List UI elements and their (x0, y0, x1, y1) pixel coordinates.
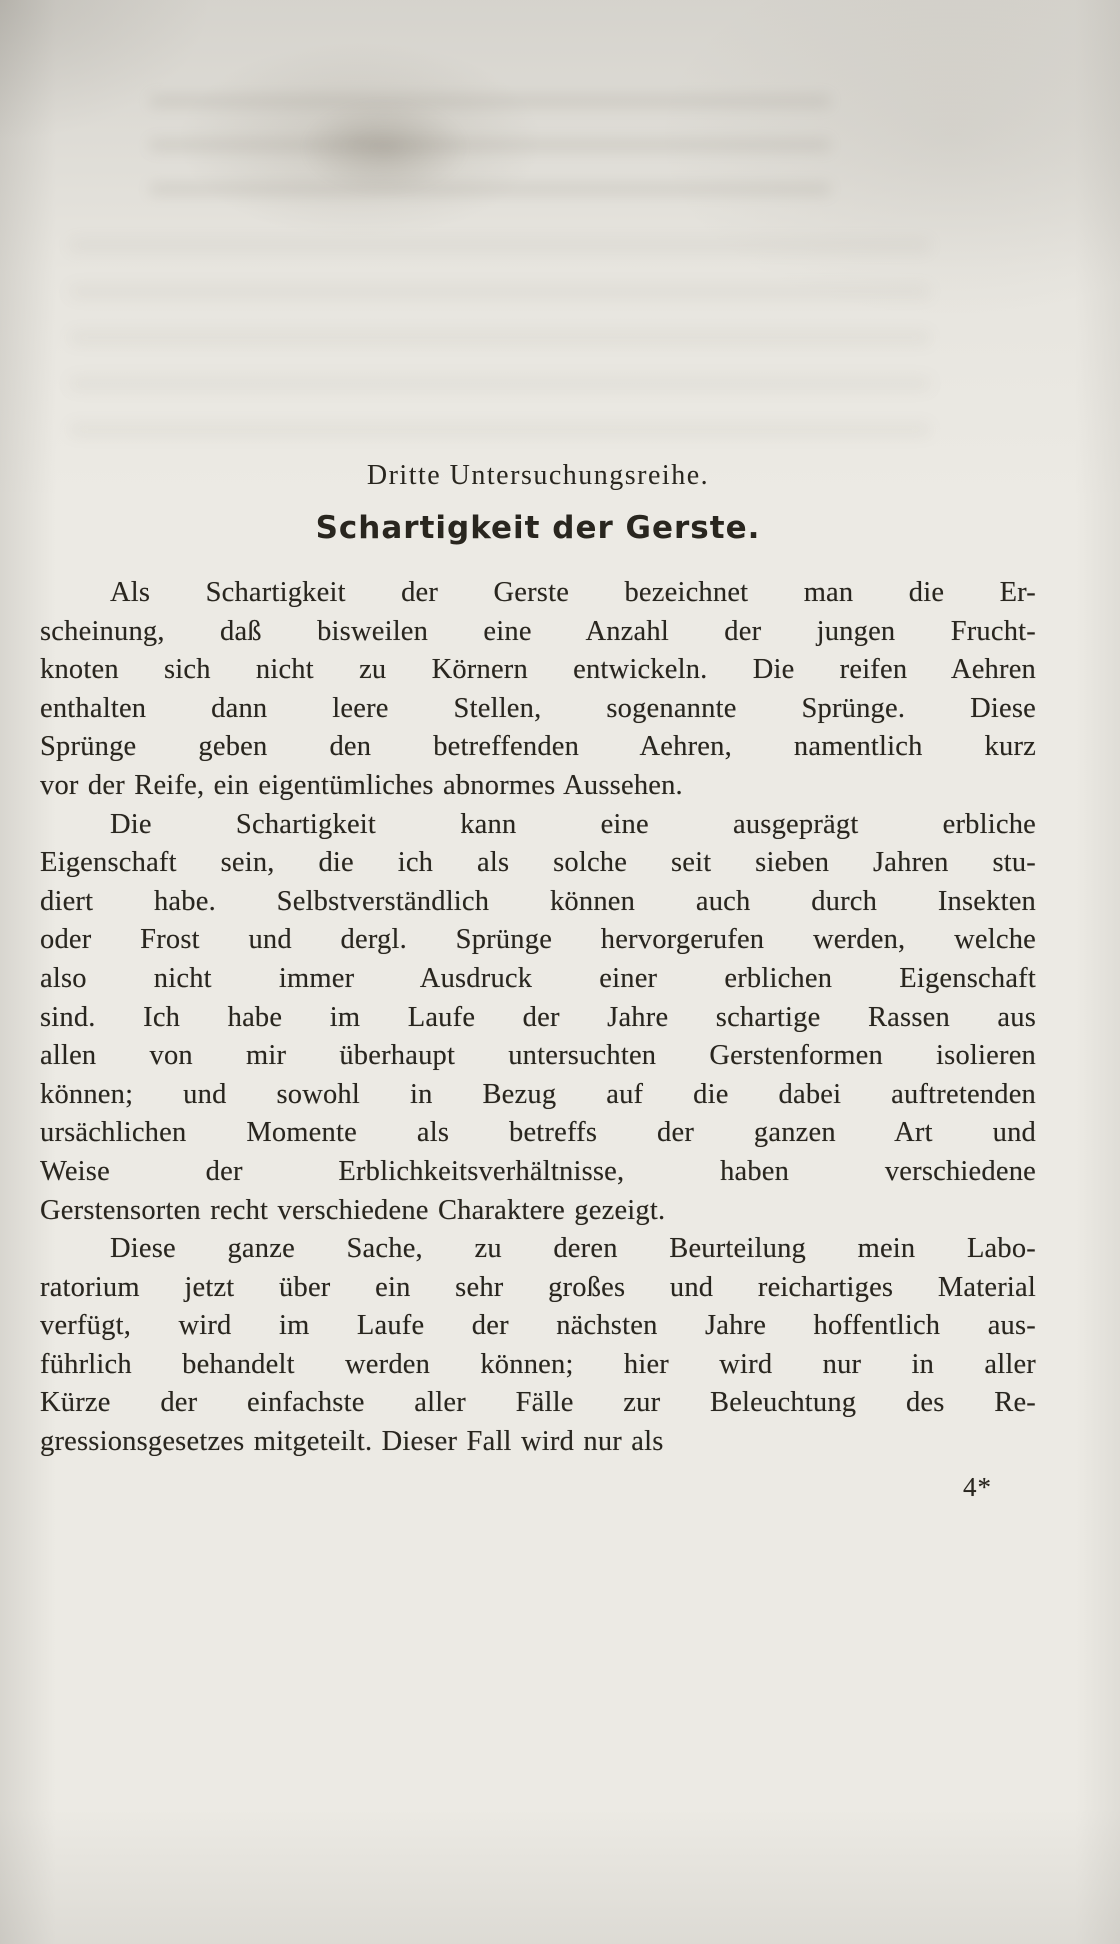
text-line: sind. Ich habe im Laufe der Jahre schartige Rassen aus (40, 1001, 1036, 1033)
text-line: allen von mir überhaupt untersuchten Gerstenformen isolieren (40, 1040, 1036, 1072)
text-line: verfügt, wird im Laufe der nächsten Jahre hoffentlich aus- (40, 1310, 1036, 1342)
text-line: Weise der Erblichkeitsverhältnisse, haben verschiedene (40, 1155, 1036, 1187)
text-line: scheinung, daß bisweilen eine Anzahl der jungen Frucht- (40, 615, 1036, 647)
scan-smudge (300, 100, 470, 195)
text-line: Kürze der einfachste aller Fälle zur Beleuchtung des Re- (40, 1387, 1036, 1419)
show-through-text-lower (70, 240, 930, 450)
paragraph (40, 574, 1036, 806)
text-line: also nicht immer Ausdruck einer erblichen Eigenschaft (40, 962, 1036, 994)
paragraph (40, 1230, 1036, 1462)
text-line: ursächlichen Momente als betreffs der ganzen Art und (40, 1117, 1036, 1149)
text-line: führlich behandelt werden können; hier wird nur in aller (40, 1348, 1036, 1380)
text-line: diert habe. Selbstverständlich können auch durch Insekten (40, 885, 1036, 917)
text-line: oder Frost und dergl. Sprünge hervorgerufen werden, welche (40, 924, 1036, 956)
show-through-text-upper (150, 95, 830, 225)
text-line: vor der Reife, ein eigentümliches abnormes Aussehen. (40, 769, 683, 801)
text-line: enthalten dann leere Stellen, sogenannte Sprünge. Diese (40, 692, 1036, 724)
paragraph (40, 806, 1036, 1231)
text-block (40, 458, 1036, 1462)
text-line: Gerstensorten recht verschiedene Charaktere gezeigt. (40, 1194, 666, 1226)
text-line: ratorium jetzt über ein sehr großes und reichartiges Material (40, 1271, 1036, 1303)
section-heading: Dritte Untersuchungsreihe. (366, 460, 710, 491)
text-line: knoten sich nicht zu Körnern entwickeln. Die reifen Aehren (40, 654, 1036, 686)
page-signature: 4* (963, 1472, 992, 1502)
text-line: können; und sowohl in Bezug auf die dabei auftretenden (40, 1078, 1036, 1110)
section-title: Schartigkeit der Gerste. (315, 510, 761, 546)
text-line: Eigenschaft sein, die ich als solche seit sieben Jahren stu- (40, 847, 1036, 879)
body-text (40, 574, 1036, 1462)
text-line: Diese ganze Sache, zu deren Beurteilung mein Labo- (110, 1233, 1036, 1265)
text-line: gressionsgesetzes mitgeteilt. Dieser Fall wird nur als (40, 1426, 664, 1458)
text-line: Die Schartigkeit kann eine ausgeprägt erbliche (110, 808, 1036, 840)
text-line: Sprünge geben den betreffenden Aehren, namentlich kurz (40, 731, 1036, 763)
text-line: Als Schartigkeit der Gerste bezeichnet man die Er- (110, 577, 1036, 608)
